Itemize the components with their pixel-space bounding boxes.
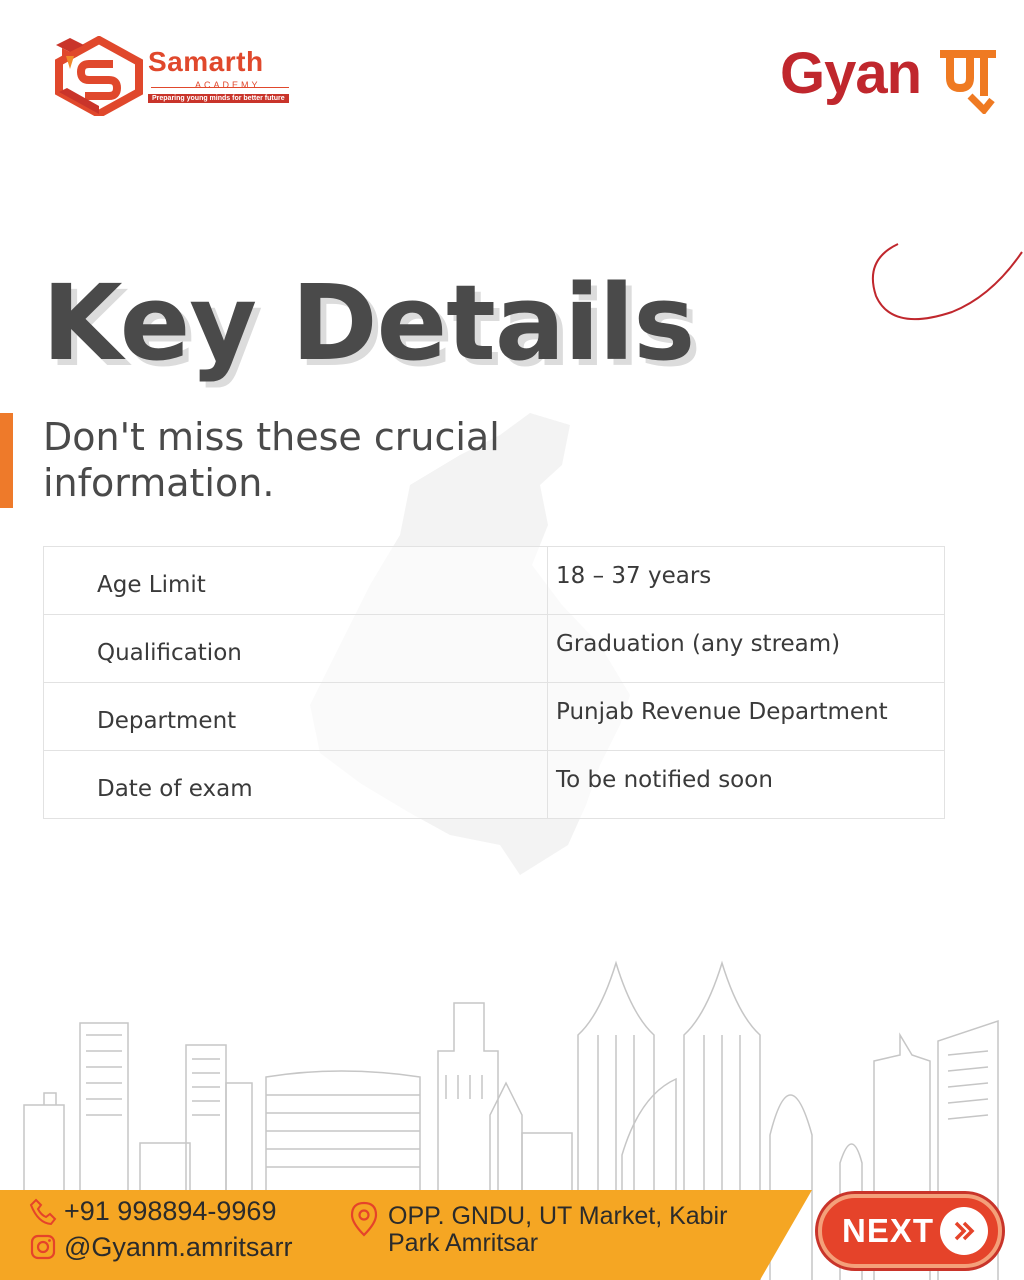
page-subtitle: Don't miss these crucial information. <box>43 415 500 505</box>
address: OPP. GNDU, UT Market, Kabir Park Amritsar <box>388 1202 728 1257</box>
decorative-curve <box>862 236 1024 326</box>
row-label: Age Limit <box>44 547 548 615</box>
samarth-name: Samarth <box>148 46 264 77</box>
chevron-double-right-icon <box>952 1219 976 1243</box>
row-value: 18 – 37 years <box>548 547 945 615</box>
row-label: Date of exam <box>44 751 548 819</box>
instagram-handle[interactable]: @Gyanm.amritsarr <box>64 1232 293 1262</box>
gyanm-logo <box>780 40 1000 120</box>
row-value: Punjab Revenue Department <box>548 683 945 751</box>
samarth-academy-logo <box>55 36 315 116</box>
row-label: Department <box>44 683 548 751</box>
next-arrow-circle <box>940 1207 988 1255</box>
row-label: Qualification <box>44 615 548 683</box>
samarth-tagline: Preparing young minds for better future <box>148 94 289 103</box>
samarth-academy-label: ACADEMY <box>195 80 261 90</box>
instagram-icon <box>30 1234 56 1260</box>
page-title: Key Details <box>42 262 695 384</box>
graduation-cap-icon <box>55 36 85 70</box>
table-row <box>44 547 945 615</box>
key-details-table <box>43 546 945 819</box>
next-button-label: NEXT <box>842 1212 935 1249</box>
phone-icon <box>28 1197 58 1227</box>
location-pin-icon <box>350 1201 378 1237</box>
next-button[interactable] <box>818 1194 1002 1268</box>
table-row <box>44 615 945 683</box>
row-value: To be notified soon <box>548 751 945 819</box>
phone-number[interactable]: +91 998894-9969 <box>64 1196 277 1226</box>
devanagari-ma-glyph-icon <box>940 44 996 114</box>
accent-bar <box>0 413 13 508</box>
gyanm-wordmark: Gyan <box>780 41 922 106</box>
table-row <box>44 751 945 819</box>
table-row <box>44 683 945 751</box>
row-value: Graduation (any stream) <box>548 615 945 683</box>
